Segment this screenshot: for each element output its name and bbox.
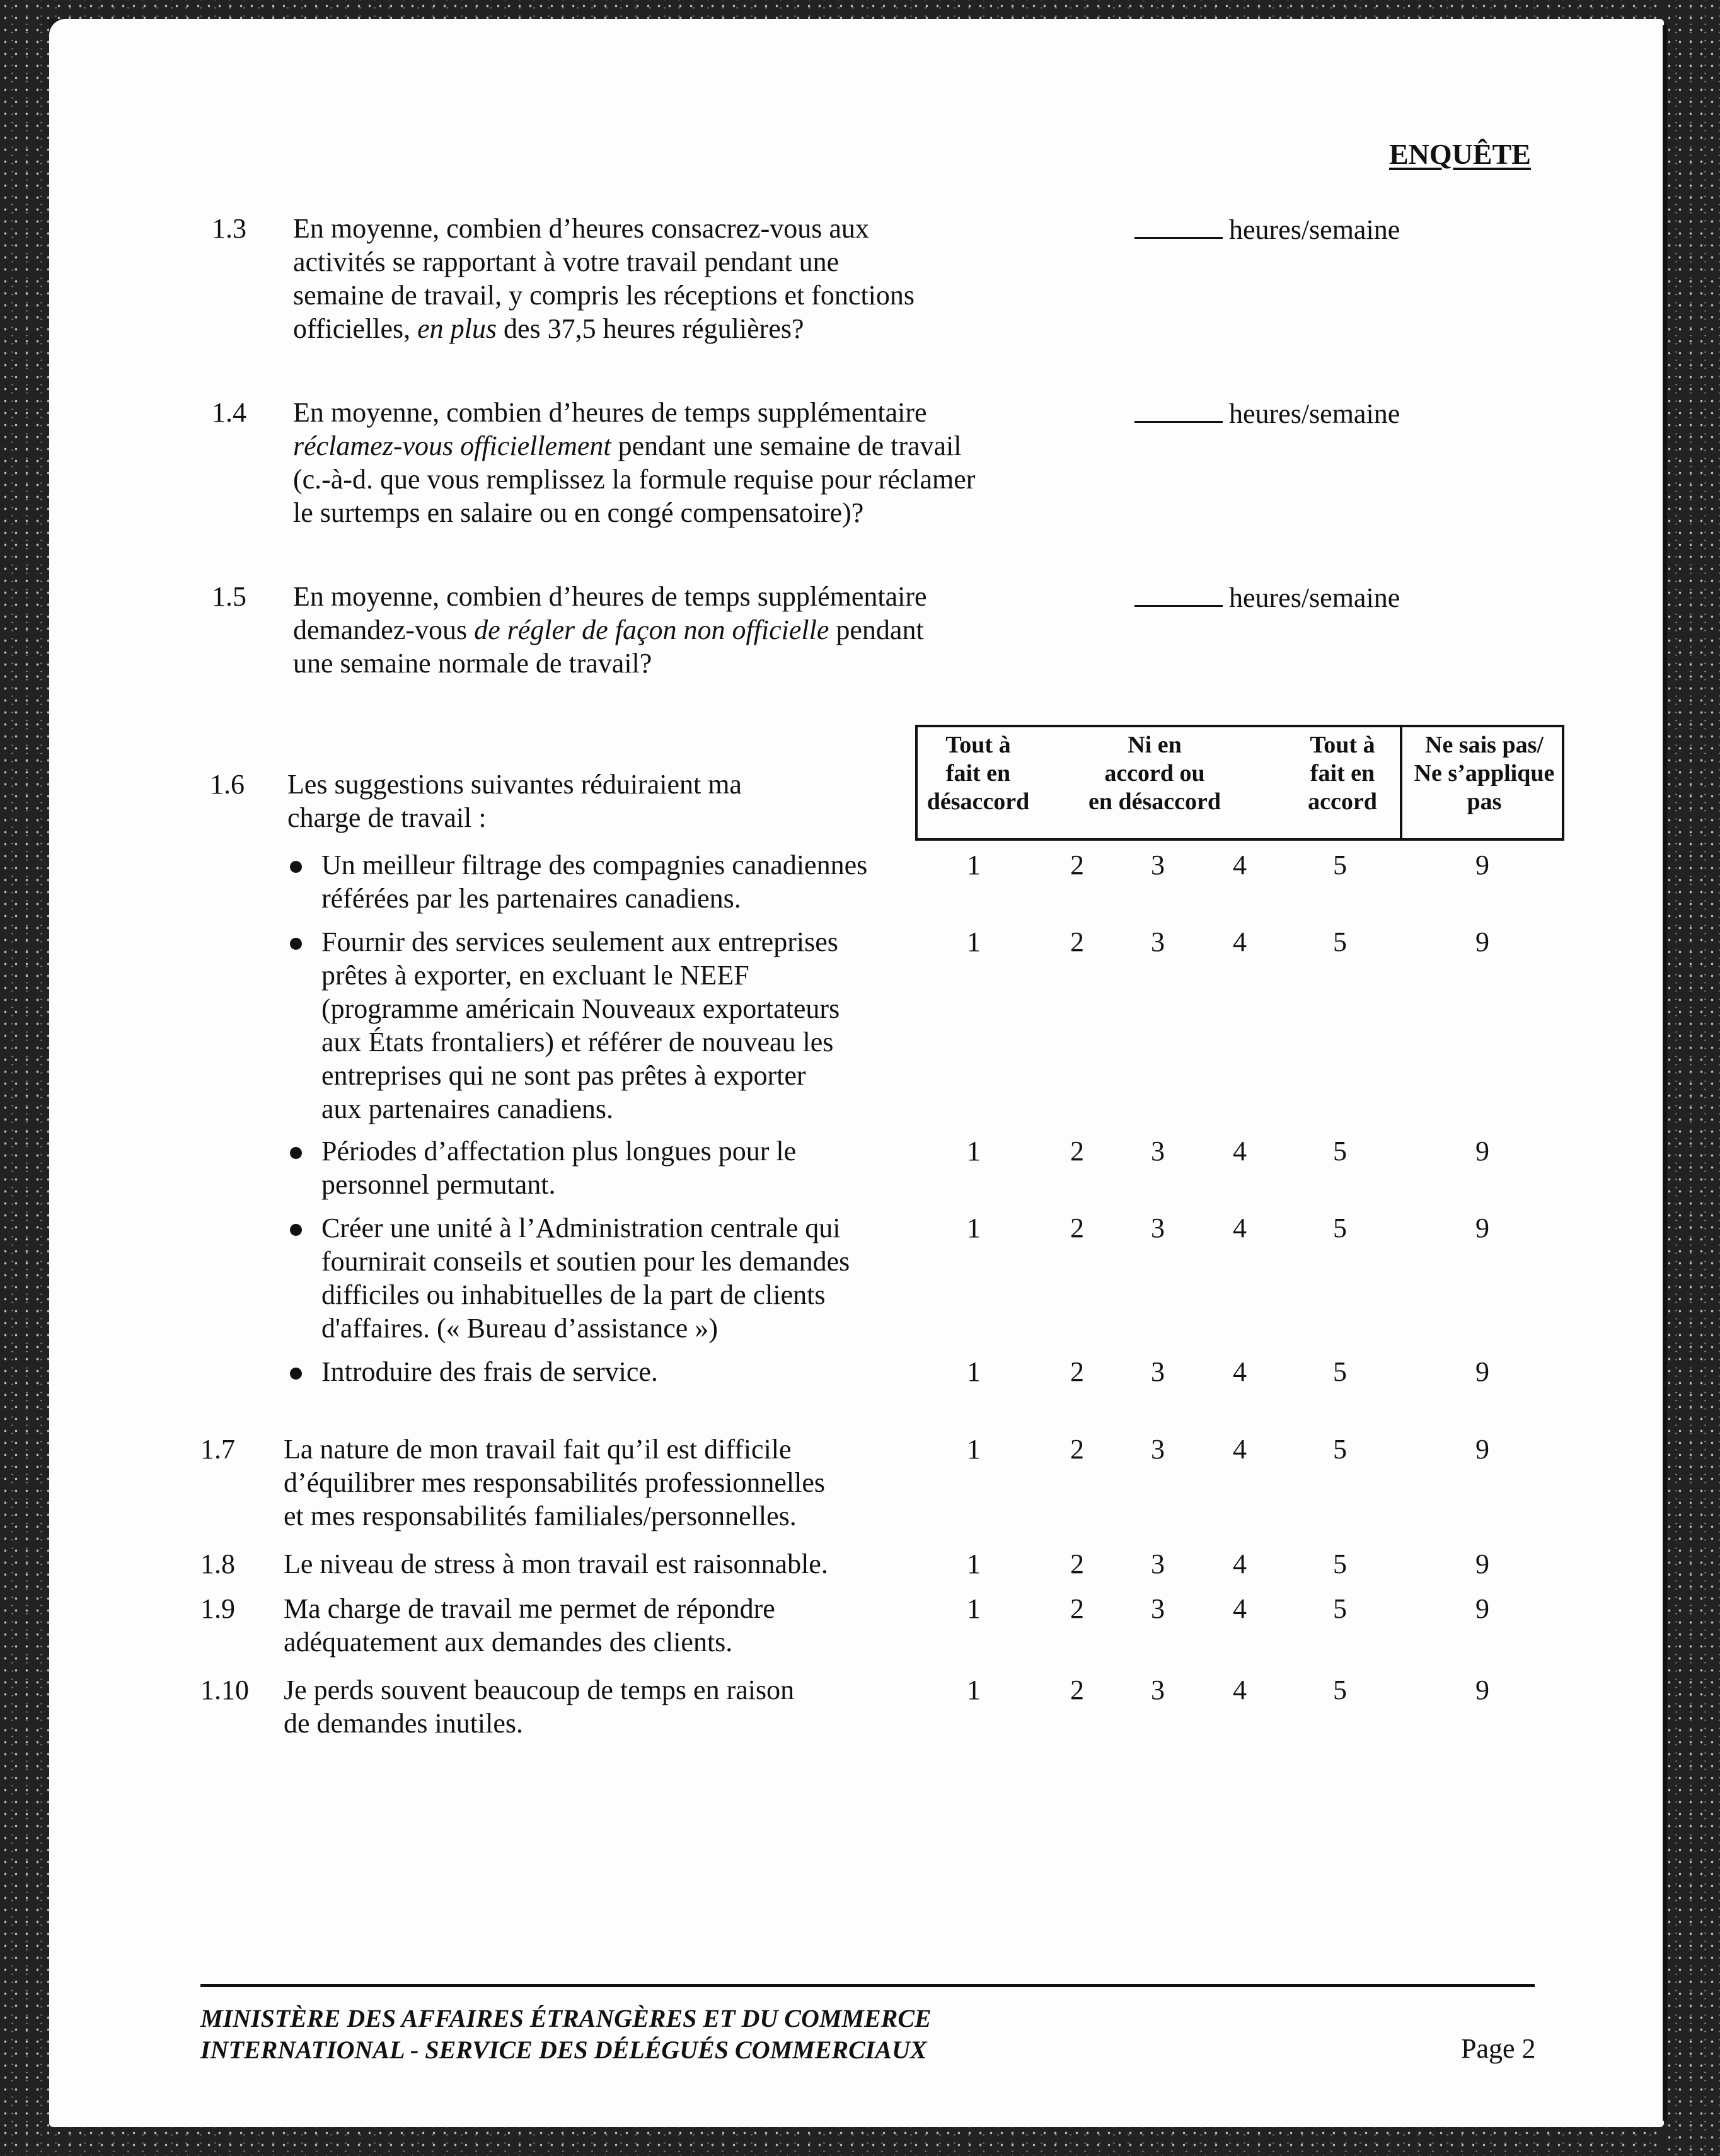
scale-header: Ni en accord ou en désaccord (1088, 732, 1221, 815)
item-text-line: (programme américain Nouveaux exportateurs (321, 993, 840, 1024)
scale-value-5[interactable]: 5 (1333, 1136, 1347, 1167)
question-text-line: En moyenne, combien d’heures de temps supplémentaire (293, 397, 927, 428)
footer-org-line-2: INTERNATIONAL - SERVICE DES DÉLÉGUÉS COMMERCIAUX (200, 2036, 927, 2064)
item-text-line: difficiles ou inhabituelles de la part de clients (321, 1279, 826, 1310)
scale-value-9[interactable]: 9 (1475, 1213, 1489, 1243)
answer-blank[interactable] (1134, 396, 1223, 423)
question-text-line: En moyenne, combien d’heures consacrez-vous aux (293, 213, 869, 244)
question-number: 1.6 (210, 769, 245, 800)
question-text-line: Les suggestions suivantes réduiraient ma (287, 769, 742, 800)
item-text-line: Introduire des frais de service. (321, 1356, 658, 1387)
scale-value-3[interactable]: 3 (1151, 850, 1165, 880)
question-number: 1.9 (200, 1593, 235, 1624)
scale-value-3[interactable]: 3 (1151, 1675, 1165, 1705)
bullet-icon (290, 1147, 302, 1159)
question-text-line: En moyenne, combien d’heures de temps supplémentaire (293, 581, 927, 612)
page-number: Page 2 (1461, 2033, 1536, 2064)
footer-organization (200, 2003, 932, 2066)
scale-value-5[interactable]: 5 (1333, 926, 1347, 957)
scale-value-3[interactable]: 3 (1151, 1213, 1165, 1243)
scale-value-4[interactable]: 4 (1233, 1675, 1247, 1705)
question-number: 1.5 (212, 581, 246, 612)
item-text-line: Périodes d’affectation plus longues pour le (321, 1136, 797, 1167)
bullet-icon (290, 938, 302, 950)
scan-edge-bottom (0, 2127, 1720, 2156)
scale-value-9[interactable]: 9 (1475, 1136, 1489, 1167)
scale-value-3[interactable]: 3 (1151, 1548, 1165, 1579)
scale-header: Tout à fait en désaccord (926, 732, 1030, 815)
section-label: ENQUÊTE (1389, 138, 1531, 170)
scale-value-5[interactable]: 5 (1333, 1593, 1347, 1624)
question-text-line: demandez-vous de régler de façon non officielle pendant (293, 614, 924, 645)
scale-value-2[interactable]: 2 (1070, 1136, 1084, 1167)
question-text-line: (c.-à-d. que vous remplissez la formule requise pour réclamer (293, 464, 976, 495)
scale-value-3[interactable]: 3 (1151, 1593, 1165, 1624)
question-number: 1.8 (200, 1548, 235, 1579)
question-text-line: officielles, en plus des 37,5 heures régulières? (293, 313, 804, 344)
scale-value-1[interactable]: 1 (967, 1434, 981, 1465)
scale-value-2[interactable]: 2 (1070, 1593, 1084, 1624)
item-text-line: personnel permutant. (321, 1169, 556, 1200)
question-number: 1.10 (200, 1675, 249, 1705)
bullet-icon (290, 1368, 302, 1380)
question-text-line: Je perds souvent beaucoup de temps en raison (284, 1675, 795, 1705)
scale-value-1[interactable]: 1 (967, 1593, 981, 1624)
question-text-line: réclamez-vous officiellement pendant une semaine de travail (293, 430, 962, 461)
bullet-icon (290, 1224, 302, 1236)
question-number: 1.7 (200, 1434, 235, 1465)
question-text-line: activités se rapportant à votre travail pendant une (293, 246, 840, 277)
scale-value-3[interactable]: 3 (1151, 1434, 1165, 1465)
scale-value-4[interactable]: 4 (1233, 1356, 1247, 1387)
answer-field (1134, 396, 1400, 430)
scan-edge-left (0, 0, 49, 2156)
document-page (49, 19, 1664, 2127)
scale-value-1[interactable]: 1 (967, 1213, 981, 1243)
scale-value-9[interactable]: 9 (1475, 1675, 1489, 1705)
question-number: 1.4 (212, 397, 246, 428)
scale-value-5[interactable]: 5 (1333, 850, 1347, 880)
scale-value-2[interactable]: 2 (1070, 850, 1084, 880)
scale-value-4[interactable]: 4 (1233, 850, 1247, 880)
item-text-line: prêtes à exporter, en excluant le NEEF (321, 960, 749, 991)
scan-edge-top (0, 0, 1720, 19)
scale-value-9[interactable]: 9 (1475, 850, 1489, 880)
footer-org-line-1: MINISTÈRE DES AFFAIRES ÉTRANGÈRES ET DU COMMERCE (200, 2004, 932, 2032)
question-number: 1.3 (212, 213, 246, 244)
question-text-line: le surtemps en salaire ou en congé compensatoire)? (293, 497, 864, 528)
item-text-line: Fournir des services seulement aux entreprises (321, 926, 838, 957)
question-text-line: semaine de travail, y compris les réceptions et fonctions (293, 280, 915, 311)
scale-value-2[interactable]: 2 (1070, 1356, 1084, 1387)
item-text-line: Un meilleur filtrage des compagnies canadiennes (321, 850, 868, 880)
answer-blank[interactable] (1134, 580, 1223, 607)
question-text-line: une semaine normale de travail? (293, 648, 652, 679)
scale-value-2[interactable]: 2 (1070, 926, 1084, 957)
item-text-line: aux partenaires canadiens. (321, 1093, 613, 1124)
scan-edge-right (1664, 0, 1720, 2156)
scale-value-5[interactable]: 5 (1333, 1213, 1347, 1243)
scale-header: Ne sais pas/ Ne s’applique pas (1414, 732, 1555, 815)
scale-value-2[interactable]: 2 (1070, 1548, 1084, 1579)
question-text-line: adéquatement aux demandes des clients. (284, 1627, 733, 1657)
scale-value-4[interactable]: 4 (1233, 926, 1247, 957)
scale-value-1[interactable]: 1 (967, 1675, 981, 1705)
scale-value-5[interactable]: 5 (1333, 1356, 1347, 1387)
question-text-line: et mes responsabilités familiales/personnelles. (284, 1501, 797, 1531)
scale-value-1[interactable]: 1 (967, 1136, 981, 1167)
scale-value-9[interactable]: 9 (1475, 1356, 1489, 1387)
item-text-line: entreprises qui ne sont pas prêtes à exporter (321, 1060, 806, 1091)
scale-value-4[interactable]: 4 (1233, 1593, 1247, 1624)
scale-value-1[interactable]: 1 (967, 1356, 981, 1387)
question-text-line: d’équilibrer mes responsabilités professionnelles (284, 1467, 826, 1498)
scale-value-9[interactable]: 9 (1475, 1548, 1489, 1579)
item-text-line: Créer une unité à l’Administration centrale qui (321, 1213, 841, 1243)
question-text-line: Le niveau de stress à mon travail est raisonnable. (284, 1548, 828, 1579)
item-text-line: d'affaires. (« Bureau d’assistance ») (321, 1313, 718, 1344)
answer-field (1134, 212, 1400, 246)
item-text-line: référées par les partenaires canadiens. (321, 883, 741, 914)
scale-value-5[interactable]: 5 (1333, 1548, 1347, 1579)
scale-value-3[interactable]: 3 (1151, 1136, 1165, 1167)
scale-value-3[interactable]: 3 (1151, 1356, 1165, 1387)
question-text-line: Ma charge de travail me permet de répondre (284, 1593, 775, 1624)
scale-value-3[interactable]: 3 (1151, 926, 1165, 957)
scale-value-1[interactable]: 1 (967, 926, 981, 957)
page-right-rule (1663, 25, 1667, 2121)
scale-value-4[interactable]: 4 (1233, 1434, 1247, 1465)
question-text-line: La nature de mon travail fait qu’il est difficile (284, 1434, 792, 1465)
question-text-line: charge de travail : (287, 802, 487, 833)
answer-unit: heures/semaine (1229, 398, 1400, 429)
scale-value-4[interactable]: 4 (1233, 1213, 1247, 1243)
answer-field (1134, 580, 1400, 614)
answer-unit: heures/semaine (1229, 582, 1400, 613)
scale-value-2[interactable]: 2 (1070, 1213, 1084, 1243)
scale-header: Tout à fait en accord (1308, 732, 1377, 815)
scale-value-9[interactable]: 9 (1475, 1434, 1489, 1465)
scale-value-4[interactable]: 4 (1233, 1136, 1247, 1167)
question-text-line: de demandes inutiles. (284, 1708, 524, 1739)
item-text-line: aux États frontaliers) et référer de nouveau les (321, 1027, 834, 1058)
footer-rule (200, 1984, 1535, 1987)
scale-value-2[interactable]: 2 (1070, 1675, 1084, 1705)
item-text-line: fournirait conseils et soutien pour les demandes (321, 1246, 850, 1277)
scale-value-5[interactable]: 5 (1333, 1675, 1347, 1705)
scale-value-4[interactable]: 4 (1233, 1548, 1247, 1579)
bullet-icon (290, 861, 302, 873)
scale-value-9[interactable]: 9 (1475, 1593, 1489, 1624)
answer-blank[interactable] (1134, 212, 1223, 239)
scale-value-1[interactable]: 1 (967, 850, 981, 880)
answer-unit: heures/semaine (1229, 214, 1400, 245)
scale-value-5[interactable]: 5 (1333, 1434, 1347, 1465)
scale-value-2[interactable]: 2 (1070, 1434, 1084, 1465)
scale-value-1[interactable]: 1 (967, 1548, 981, 1579)
scale-value-9[interactable]: 9 (1475, 926, 1489, 957)
